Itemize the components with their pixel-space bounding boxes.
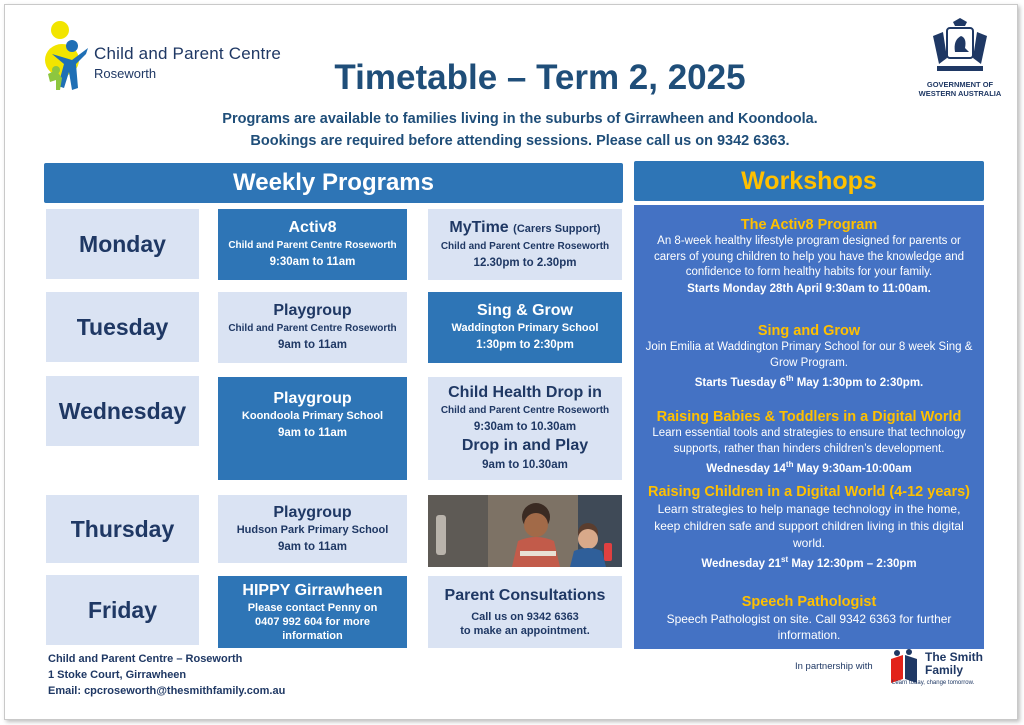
workshop-when-text: Wednesday 14 [706,462,786,475]
program-time: 9:30am to 11am [269,256,356,268]
program-title [449,218,600,239]
workshop-title: Raising Babies & Toddlers in a Digital World [656,409,962,425]
workshop-description: Join Emilia at Waddington Primary School for our 8 week Sing & Grow Program. [645,341,973,369]
day-monday: Monday [46,209,199,279]
program-time: 9am to 11am [277,540,348,553]
workshop-when-text: Wednesday 21 [701,557,782,570]
program-text-2: 0407 992 604 for more [255,616,370,628]
workshop-activ8 [644,216,974,297]
program-title: Playgroup [273,503,352,521]
workshops-panel [634,205,984,649]
workshops-heading: Workshops [634,161,984,201]
workshop-description: Learn strategies to help manage technology in the home, keep children safe and support children living in this digital world. [654,502,964,550]
logo-subtitle: Roseworth [94,66,157,81]
page-title: Timetable – Term 2, 2025 [334,58,746,97]
smith-family-name [925,651,983,677]
workshop-when-suffix: st [781,555,789,564]
program-location: Child and Parent Centre Roseworth [440,240,610,252]
workshop-when [644,457,974,477]
program-tuesday-playgroup [218,292,407,363]
workshop-babies-digital [644,408,974,477]
program-title: Playgroup [273,302,352,319]
workshop-when-text: Starts Tuesday 6 [694,376,786,389]
day-tuesday: Tuesday [46,292,199,362]
day-wednesday: Wednesday [46,376,199,446]
program-title: Playgroup [273,390,352,407]
program-title-suffix: (Carers Support) [513,222,601,235]
program-text-2: to make an appointment. [460,625,590,637]
weekly-programs-heading: Weekly Programs [44,163,623,203]
workshop-when-suffix: th [785,374,794,383]
gov-line-1: GOVERNMENT OF [926,80,994,89]
footer-centre-name: Child and Parent Centre – Roseworth [48,653,243,665]
workshop-when [644,371,974,391]
program-wednesday-playgroup [218,377,407,480]
workshop-title: Sing and Grow [757,323,861,339]
program-monday-mytime [428,209,622,280]
workshop-when [644,552,974,572]
smith-family-name-1: The Smith [925,650,984,664]
program-title: Parent Consultations [444,587,606,604]
footer-email[interactable]: Email: cpcroseworth@thesmithfamily.com.au [48,685,286,697]
government-crest-icon [925,18,995,78]
program-location: Hudson Park Primary School [236,523,389,536]
day-friday: Friday [46,575,199,645]
partnership-label: In partnership with [795,661,873,672]
intro-line-2: Bookings are required before attending sessions. Please call us on 9342 6363. [250,133,790,149]
workshop-speech-pathologist [644,593,974,643]
workshop-title: The Activ8 Program [740,217,878,233]
workshop-description: Speech Pathologist on site. Call 9342 6363 for further information. [666,612,952,642]
logo-name: Child and Parent Centre [94,44,281,63]
program-tuesday-sing-grow [428,292,622,363]
workshop-when-suffix: th [785,460,794,469]
program-time: 12.30pm to 2.30pm [473,256,577,269]
workshop-children-digital [644,483,974,572]
program-thursday-playgroup [218,495,407,563]
program-time: 1:30pm to 2:30pm [476,339,574,351]
intro-line-1: Programs are available to families living in the suburbs of Girrawheen and Koondoola. [222,111,818,127]
smith-family-tagline: Learn today, change tomorrow. [892,680,975,686]
program-location: Child and Parent Centre Roseworth [228,323,397,334]
program-time: 9:30am to 10.30am [473,421,577,433]
workshop-title: Raising Children in a Digital World (4-12 years) [647,484,971,500]
program-location: Child and Parent Centre Roseworth [440,405,610,416]
gov-line-2: WESTERN AUSTRALIA [918,89,1002,98]
workshop-when: Starts Monday 28th April 9:30am to 11:00am. [687,282,931,295]
program-text-3: information [282,630,343,642]
program-wednesday-child-health [428,377,622,480]
program-location: Child and Parent Centre Roseworth [228,240,397,251]
workshop-description: An 8-week healthy lifestyle program designed for parents or carers of young children to help you have the knowledge and confidence to form healthy habits for your family. [653,235,965,278]
day-thursday: Thursday [46,495,199,563]
program-title: Activ8 [288,219,337,236]
program-title: Sing & Grow [477,302,573,319]
program-friday-hippy [218,576,407,648]
program-title-main: MyTime [449,218,509,236]
program-title: Child Health Drop in [448,384,602,401]
program-monday-activ8 [218,209,407,280]
program-location: Waddington Primary School [451,322,599,334]
children-photo-icon [428,495,622,567]
program-time: 9am to 11am [277,427,348,439]
workshop-sing-grow [644,322,974,391]
workshop-title: Speech Pathologist [741,594,877,610]
program-text-1: Please contact Penny on [247,602,378,614]
program-time: 9am to 11am [277,339,348,351]
program-title: HIPPY Girrawheen [242,582,383,599]
smith-family-name-2: Family [925,663,964,677]
children-photo [428,495,622,567]
program-friday-parent-consultations [428,576,622,648]
workshop-when-rest: May 9:30am-10:00am [793,462,912,475]
program-time-2: 9am to 10.30am [482,459,568,471]
workshop-description: Learn essential tools and strategies to ensure that technology supports, rather than hinders children’s development. [652,427,966,455]
program-location: Koondoola Primary School [241,410,384,422]
program-title-2: Drop in and Play [461,437,589,454]
workshop-when-rest: May 1:30pm to 2:30pm. [793,376,924,389]
footer-address: 1 Stoke Court, Girrawheen [48,669,187,681]
government-label [918,80,1002,98]
program-text-1: Call us on 9342 6363 [471,611,579,623]
workshop-when-rest: May 12:30pm – 2:30pm [788,557,917,570]
